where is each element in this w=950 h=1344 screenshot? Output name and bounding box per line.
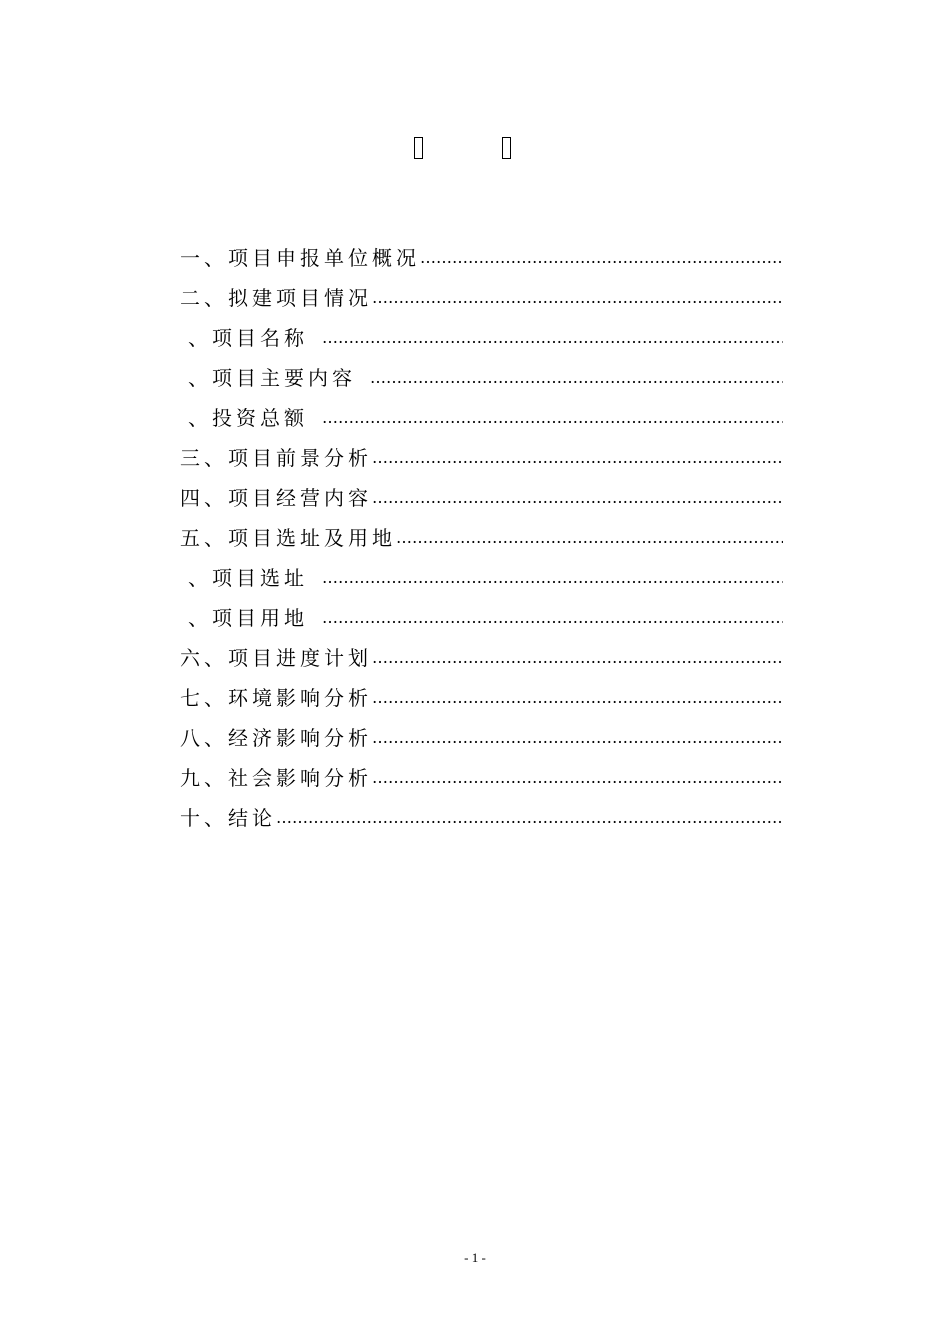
dot-leader <box>370 364 783 388</box>
dot-leader <box>420 244 783 268</box>
toc-subentry[interactable] <box>180 396 783 436</box>
toc-entry-label: 三、项目前景分析 <box>180 445 372 470</box>
toc-entry-label: 五、项目选址及用地 <box>180 525 396 550</box>
toc-subentry[interactable] <box>180 556 783 596</box>
toc-entry-label: 八、经济影响分析 <box>180 725 372 750</box>
toc-entry-label: 四、项目经营内容 <box>180 485 372 510</box>
dot-leader <box>322 324 783 348</box>
toc-entry-label: 、项目名称 <box>188 325 308 350</box>
dot-leader <box>372 484 783 508</box>
dot-leader <box>372 284 783 308</box>
toc-entry-label: 一、项目申报单位概况 <box>180 245 420 270</box>
toc-entry[interactable] <box>180 516 783 556</box>
toc-entry-label: 二、拟建项目情况 <box>180 285 372 310</box>
page-number: - 1 - <box>464 1250 486 1265</box>
toc-entry[interactable] <box>180 476 783 516</box>
toc-entry-label: 、项目用地 <box>188 605 308 630</box>
toc-entry-label: 、投资总额 <box>188 405 308 430</box>
toc-entry[interactable] <box>180 796 783 836</box>
toc-entry-label: 九、社会影响分析 <box>180 765 372 790</box>
toc-title <box>0 133 950 165</box>
toc-entry[interactable] <box>180 236 783 276</box>
missing-glyph-icon <box>502 137 511 159</box>
toc-entry[interactable] <box>180 716 783 756</box>
toc-entry-label: 、项目选址 <box>188 565 308 590</box>
dot-leader <box>372 444 783 468</box>
toc-entry-label: 、项目主要内容 <box>188 365 356 390</box>
toc-entry[interactable] <box>180 436 783 476</box>
dot-leader <box>322 564 783 588</box>
toc-entry[interactable] <box>180 636 783 676</box>
dot-leader <box>372 724 783 748</box>
toc-subentry[interactable] <box>180 596 783 636</box>
dot-leader <box>372 764 783 788</box>
toc-entry[interactable] <box>180 276 783 316</box>
dot-leader <box>396 524 783 548</box>
toc-entry-label: 七、环境影响分析 <box>180 685 372 710</box>
dot-leader <box>276 804 783 828</box>
dot-leader <box>372 644 783 668</box>
toc-subentry[interactable] <box>180 356 783 396</box>
toc-subentry[interactable] <box>180 316 783 356</box>
missing-glyph-icon <box>414 137 423 159</box>
toc-entry-label: 六、项目进度计划 <box>180 645 372 670</box>
table-of-contents <box>180 236 783 836</box>
toc-entry[interactable] <box>180 756 783 796</box>
dot-leader <box>372 684 783 708</box>
dot-leader <box>322 404 783 428</box>
dot-leader <box>322 604 783 628</box>
toc-entry-label: 十、结论 <box>180 805 276 830</box>
toc-entry[interactable] <box>180 676 783 716</box>
